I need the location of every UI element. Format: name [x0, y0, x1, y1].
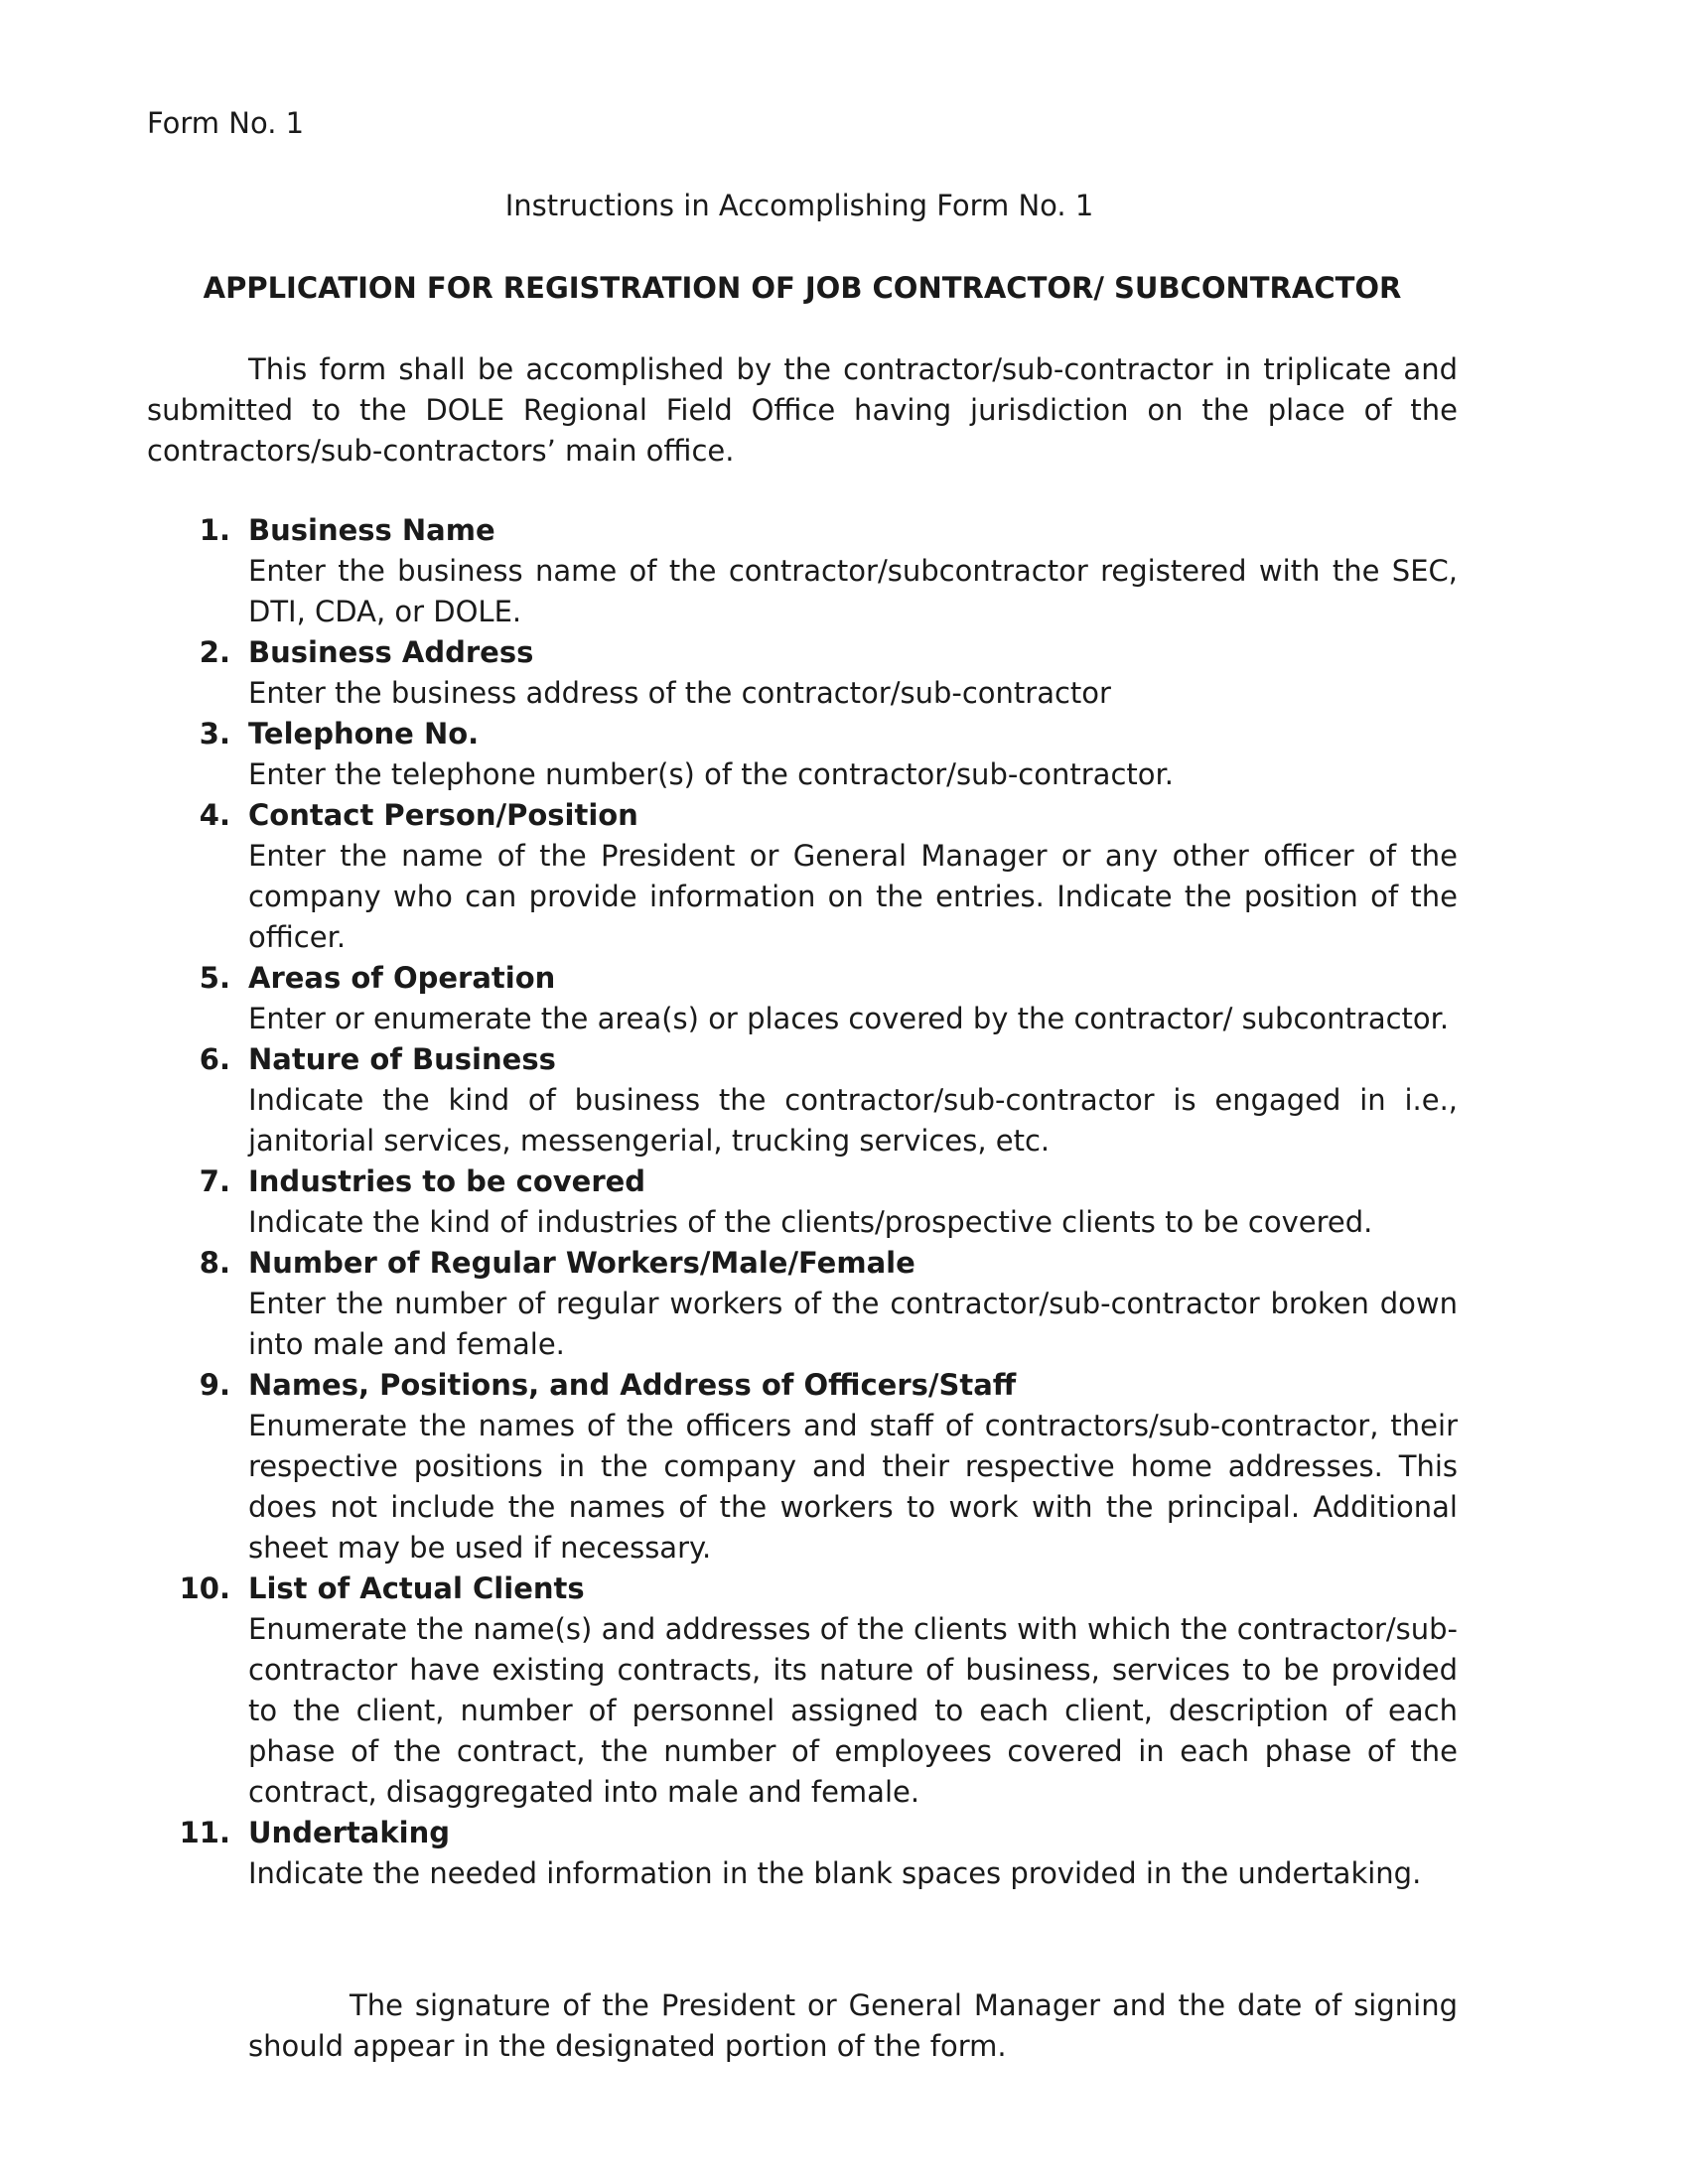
list-item — [147, 958, 1458, 1039]
item-number: 7. — [199, 1164, 230, 1198]
list-item — [147, 1365, 1458, 1569]
item-body: Indicate the needed information in the blank spaces provided in the undertaking. — [248, 1856, 1422, 1890]
item-body: Enter the number of regular workers of the contractor/sub-contractor broken down into male and female. — [248, 1287, 1458, 1361]
list-item — [147, 1161, 1458, 1243]
closing-paragraph: The signature of the President or General Manager and the date of signing should appear in the designated portion of the form. — [248, 1988, 1458, 2063]
list-item — [147, 1039, 1458, 1161]
instruction-list — [147, 510, 1458, 1894]
item-body: Enter the telephone number(s) of the contractor/sub-contractor. — [248, 757, 1174, 791]
item-body: Indicate the kind of industries of the clients/prospective clients to be covered. — [248, 1205, 1373, 1239]
instructions-title: Instructions in Accomplishing Form No. 1 — [504, 189, 1094, 222]
item-heading: Names, Positions, and Address of Officers/Staff — [248, 1368, 1017, 1402]
item-body: Enumerate the names of the officers and staff of contractors/sub-contractor, their respective positions in the company and their respective home addresses. This does not include the names of the workers to work with the principal. Additional sheet may be used if necessary. — [248, 1409, 1458, 1565]
item-number: 4. — [199, 798, 230, 832]
main-title: APPLICATION FOR REGISTRATION OF JOB CONTRACTOR/ SUBCONTRACTOR — [203, 271, 1402, 305]
item-heading: Undertaking — [248, 1816, 450, 1849]
item-number: 11. — [179, 1816, 230, 1849]
intro-paragraph: This form shall be accomplished by the contractor/sub-contractor in triplicate and submitted to the DOLE Regional Field Office having jurisdiction on the place of the contractors/sub-contractors’ main office. — [147, 352, 1458, 468]
item-heading: Telephone No. — [248, 717, 480, 751]
item-number: 6. — [199, 1042, 230, 1076]
item-heading: Industries to be covered — [248, 1164, 646, 1198]
item-number: 2. — [199, 635, 230, 669]
item-heading: Nature of Business — [248, 1042, 556, 1076]
form-number: Form No. 1 — [147, 106, 305, 140]
item-heading: Areas of Operation — [248, 961, 556, 995]
item-heading: Number of Regular Workers/Male/Female — [248, 1246, 915, 1280]
list-item — [147, 795, 1458, 958]
item-heading: List of Actual Clients — [248, 1571, 585, 1605]
list-item — [147, 1813, 1458, 1894]
item-heading: Business Address — [248, 635, 534, 669]
item-body: Enter the name of the President or General Manager or any other officer of the company who can provide information on the entries. Indicate the position of the officer. — [248, 839, 1458, 954]
item-heading: Contact Person/Position — [248, 798, 638, 832]
list-item — [147, 510, 1458, 632]
item-body: Enter or enumerate the area(s) or places covered by the contractor/ subcontractor. — [248, 1002, 1450, 1035]
item-number: 3. — [199, 717, 230, 751]
list-item — [147, 632, 1458, 714]
item-body: Enter the business address of the contractor/sub-contractor — [248, 676, 1111, 710]
item-number: 9. — [199, 1368, 230, 1402]
list-item — [147, 1243, 1458, 1365]
item-body: Enter the business name of the contractor/subcontractor registered with the SEC, DTI, CDA, or DOLE. — [248, 554, 1458, 628]
list-item — [147, 714, 1458, 795]
item-heading: Business Name — [248, 513, 495, 547]
item-number: 1. — [199, 513, 230, 547]
item-number: 10. — [179, 1571, 230, 1605]
list-item — [147, 1569, 1458, 1813]
item-body: Enumerate the name(s) and addresses of the clients with which the contractor/sub-contractor have existing contracts, its nature of business, services to be provided to the client, number of personnel assigned to each client, description of each phase of the contract, the number of employees covered in each phase of the contract, disaggregated into male and female. — [248, 1612, 1458, 1809]
item-number: 5. — [199, 961, 230, 995]
item-body: Indicate the kind of business the contractor/sub-contractor is engaged in i.e., janitorial services, messengerial, trucking services, etc. — [248, 1083, 1458, 1158]
item-number: 8. — [199, 1246, 230, 1280]
